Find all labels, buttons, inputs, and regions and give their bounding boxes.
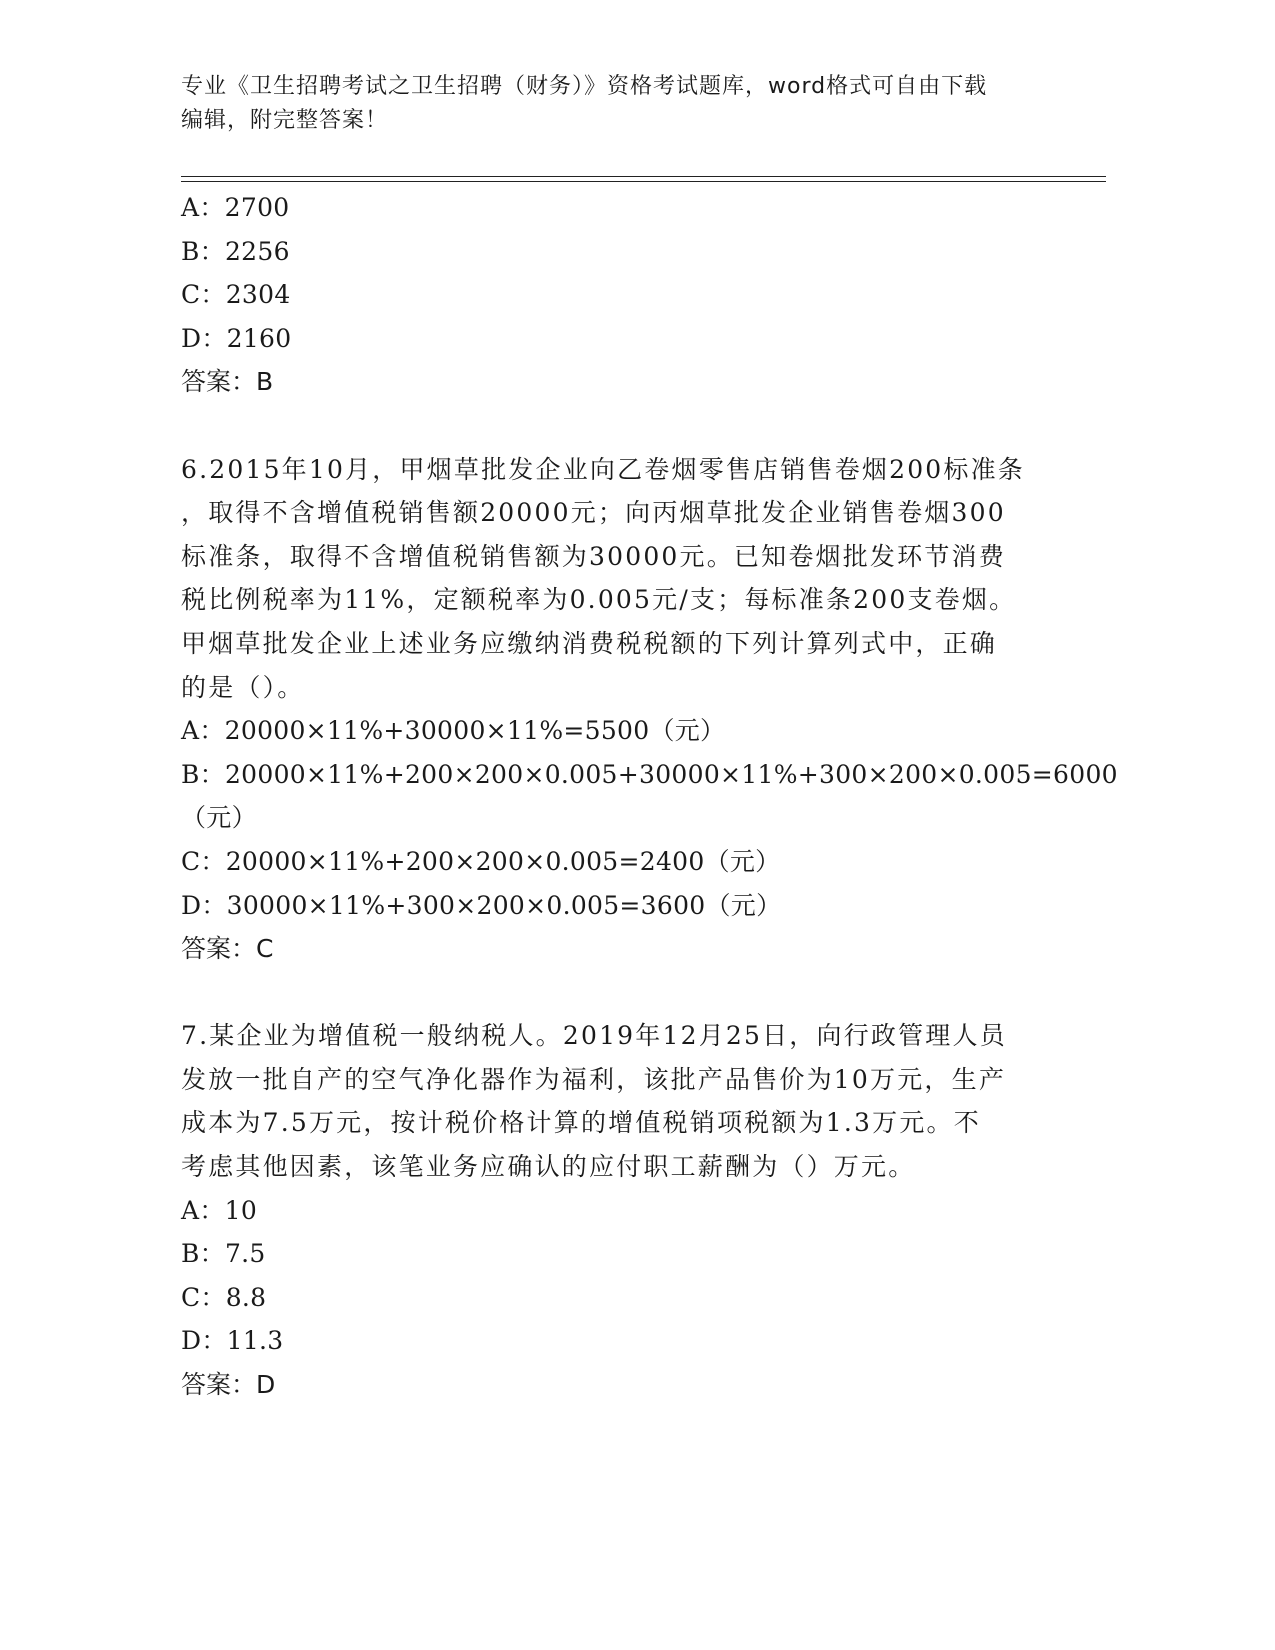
q5-option-b: B：2256 [181, 236, 290, 266]
q7-stem-line: 7.某企业为增值税一般纳税人。2019年12月25日，向行政管理人员 [181, 1021, 1007, 1051]
q6-option-c: C：20000×11%+200×200×0.005=2400（元） [181, 846, 781, 876]
header-divider-top [181, 176, 1106, 177]
q6-stem-line: 税比例税率为11%，定额税率为0.005元/支；每标准条200支卷烟。 [181, 585, 1017, 615]
q5-option-a: A：2700 [181, 193, 290, 222]
q7-answer: 答案：D [181, 1370, 276, 1400]
question-6 [181, 448, 1118, 971]
document-body [181, 186, 1118, 1407]
q6-stem-line: 6.2015年10月，甲烟草批发企业向乙卷烟零售店销售卷烟200标准条 [181, 454, 1026, 484]
q7-stem-line: 考虑其他因素，该笔业务应确认的应付职工薪酬为（）万元。 [181, 1152, 916, 1182]
q7-option-b: B：7.5 [181, 1239, 266, 1269]
header-line-1: 专业《卫生招聘考试之卫生招聘（财务）》资格考试题库，word格式可自由下载 [181, 74, 988, 99]
spacer [181, 971, 1061, 1015]
q5-answer: 答案：B [181, 367, 274, 397]
header-divider-bottom [181, 181, 1106, 182]
q6-stem-line: ，取得不含增值税销售额20000元；向丙烟草批发企业销售卷烟300 [181, 498, 1006, 528]
question-7 [181, 1014, 1061, 1406]
question-5 [181, 186, 1061, 404]
q6-option-b-continued: （元） [181, 803, 257, 833]
q5-option-d: D：2160 [181, 323, 292, 353]
spacer [181, 404, 1061, 448]
q5-option-c: C：2304 [181, 280, 291, 310]
q7-option-c: C：8.8 [181, 1282, 267, 1312]
q7-stem-line: 发放一批自产的空气净化器作为福利，该批产品售价为10万元，生产 [181, 1064, 1007, 1094]
q6-stem-line: 标准条，取得不含增值税销售额为30000元。已知卷烟批发环节消费 [181, 541, 1006, 571]
document-header [181, 70, 1061, 138]
q6-option-a: A：20000×11%+30000×11%=5500（元） [181, 716, 726, 746]
q6-option-d: D：30000×11%+300×200×0.005=3600（元） [181, 890, 782, 920]
q6-stem-line: 甲烟草批发企业上述业务应缴纳消费税税额的下列计算列式中，正确 [181, 628, 998, 658]
q7-option-d: D：11.3 [181, 1326, 284, 1356]
q7-stem-line: 成本为7.5万元，按计税价格计算的增值税销项税额为1.3万元。不 [181, 1108, 981, 1138]
q6-stem-line: 的是（）。 [181, 672, 305, 702]
header-line-2: 编辑，附完整答案！ [181, 108, 389, 133]
q6-answer: 答案：C [181, 934, 274, 964]
q7-option-a: A：10 [181, 1195, 258, 1225]
q6-option-b: B：20000×11%+200×200×0.005+30000×11%+300×200×0.005=6000 [181, 759, 1118, 789]
